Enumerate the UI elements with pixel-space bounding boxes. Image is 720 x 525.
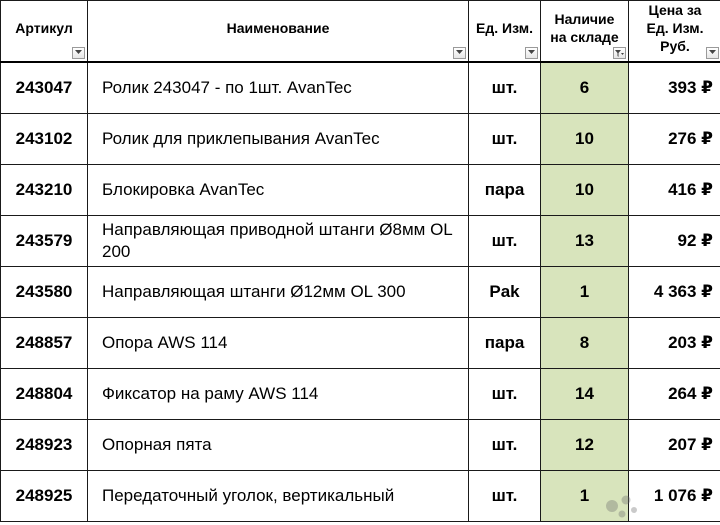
column-header-price	[629, 1, 720, 63]
stock-cell[interactable]: 10	[541, 165, 629, 216]
stock-cell[interactable]: 13	[541, 216, 629, 267]
stock-cell[interactable]: 10	[541, 114, 629, 165]
unit-cell[interactable]: шт.	[469, 471, 541, 522]
price-cell[interactable]: 264 ₽	[629, 369, 720, 420]
article-cell[interactable]: 243580	[1, 267, 88, 318]
article-cell[interactable]: 243047	[1, 62, 88, 114]
unit-cell[interactable]: шт.	[469, 216, 541, 267]
name-cell[interactable]: Направляющая приводной штанги Ø8мм OL 200	[88, 216, 469, 267]
dropdown-arrow-icon[interactable]	[525, 47, 538, 59]
column-header-label: Наименование	[226, 20, 330, 36]
name-cell[interactable]: Опора AWS 114	[88, 318, 469, 369]
header-row	[1, 1, 720, 63]
name-cell[interactable]: Направляющая штанги Ø12мм OL 300	[88, 267, 469, 318]
unit-cell[interactable]: пара	[469, 318, 541, 369]
unit-cell[interactable]: пара	[469, 165, 541, 216]
table-row[interactable]	[1, 369, 720, 420]
stock-cell[interactable]: 1	[541, 471, 629, 522]
table-row[interactable]	[1, 216, 720, 267]
table-row[interactable]	[1, 318, 720, 369]
unit-cell[interactable]: шт.	[469, 420, 541, 471]
column-header-line: Ед. Изм.	[646, 20, 704, 36]
price-cell[interactable]: 276 ₽	[629, 114, 720, 165]
dropdown-arrow-icon[interactable]	[72, 47, 85, 59]
stock-cell[interactable]: 14	[541, 369, 629, 420]
column-header-stock	[541, 1, 629, 63]
table-row[interactable]	[1, 420, 720, 471]
unit-cell[interactable]: шт.	[469, 369, 541, 420]
article-cell[interactable]: 243210	[1, 165, 88, 216]
price-cell[interactable]: 1 076 ₽	[629, 471, 720, 522]
stock-cell[interactable]: 12	[541, 420, 629, 471]
article-cell[interactable]: 248923	[1, 420, 88, 471]
dropdown-arrow-icon[interactable]	[706, 47, 719, 59]
name-cell[interactable]: Ролик 243047 - по 1шт. AvanTec	[88, 62, 469, 114]
name-cell[interactable]: Опорная пята	[88, 420, 469, 471]
table-row[interactable]	[1, 62, 720, 114]
article-cell[interactable]: 248857	[1, 318, 88, 369]
column-header-label: Ед. Изм.	[476, 20, 533, 36]
table-row[interactable]	[1, 165, 720, 216]
name-cell[interactable]: Блокировка AvanTec	[88, 165, 469, 216]
column-header-label: Артикул	[15, 20, 73, 36]
table-row[interactable]	[1, 267, 720, 318]
unit-cell[interactable]: шт.	[469, 62, 541, 114]
column-header-name	[88, 1, 469, 63]
price-cell[interactable]: 4 363 ₽	[629, 267, 720, 318]
name-cell[interactable]: Передаточный уголок, вертикальный	[88, 471, 469, 522]
column-header-line: на складе	[550, 29, 619, 45]
price-cell[interactable]: 416 ₽	[629, 165, 720, 216]
stock-cell[interactable]: 8	[541, 318, 629, 369]
price-cell[interactable]: 203 ₽	[629, 318, 720, 369]
price-cell[interactable]: 92 ₽	[629, 216, 720, 267]
column-header-unit	[469, 1, 541, 63]
unit-cell[interactable]: шт.	[469, 114, 541, 165]
article-cell[interactable]: 243579	[1, 216, 88, 267]
stock-cell[interactable]: 1	[541, 267, 629, 318]
price-cell[interactable]: 207 ₽	[629, 420, 720, 471]
unit-cell[interactable]: Pak	[469, 267, 541, 318]
name-cell[interactable]: Фиксатор на раму AWS 114	[88, 369, 469, 420]
stock-cell[interactable]: 6	[541, 62, 629, 114]
article-cell[interactable]: 243102	[1, 114, 88, 165]
column-header-line: Руб.	[660, 38, 690, 54]
article-cell[interactable]: 248804	[1, 369, 88, 420]
table-row[interactable]	[1, 114, 720, 165]
article-cell[interactable]: 248925	[1, 471, 88, 522]
name-cell[interactable]: Ролик для приклепывания AvanTec	[88, 114, 469, 165]
column-header-label	[541, 10, 628, 52]
table-row[interactable]	[1, 471, 720, 522]
column-header-article	[1, 1, 88, 63]
column-header-line: Цена за	[648, 2, 702, 18]
dropdown-arrow-icon[interactable]	[453, 47, 466, 59]
column-header-line: Наличие	[554, 11, 615, 27]
filter-funnel-icon[interactable]	[613, 47, 626, 59]
price-cell[interactable]: 393 ₽	[629, 62, 720, 114]
